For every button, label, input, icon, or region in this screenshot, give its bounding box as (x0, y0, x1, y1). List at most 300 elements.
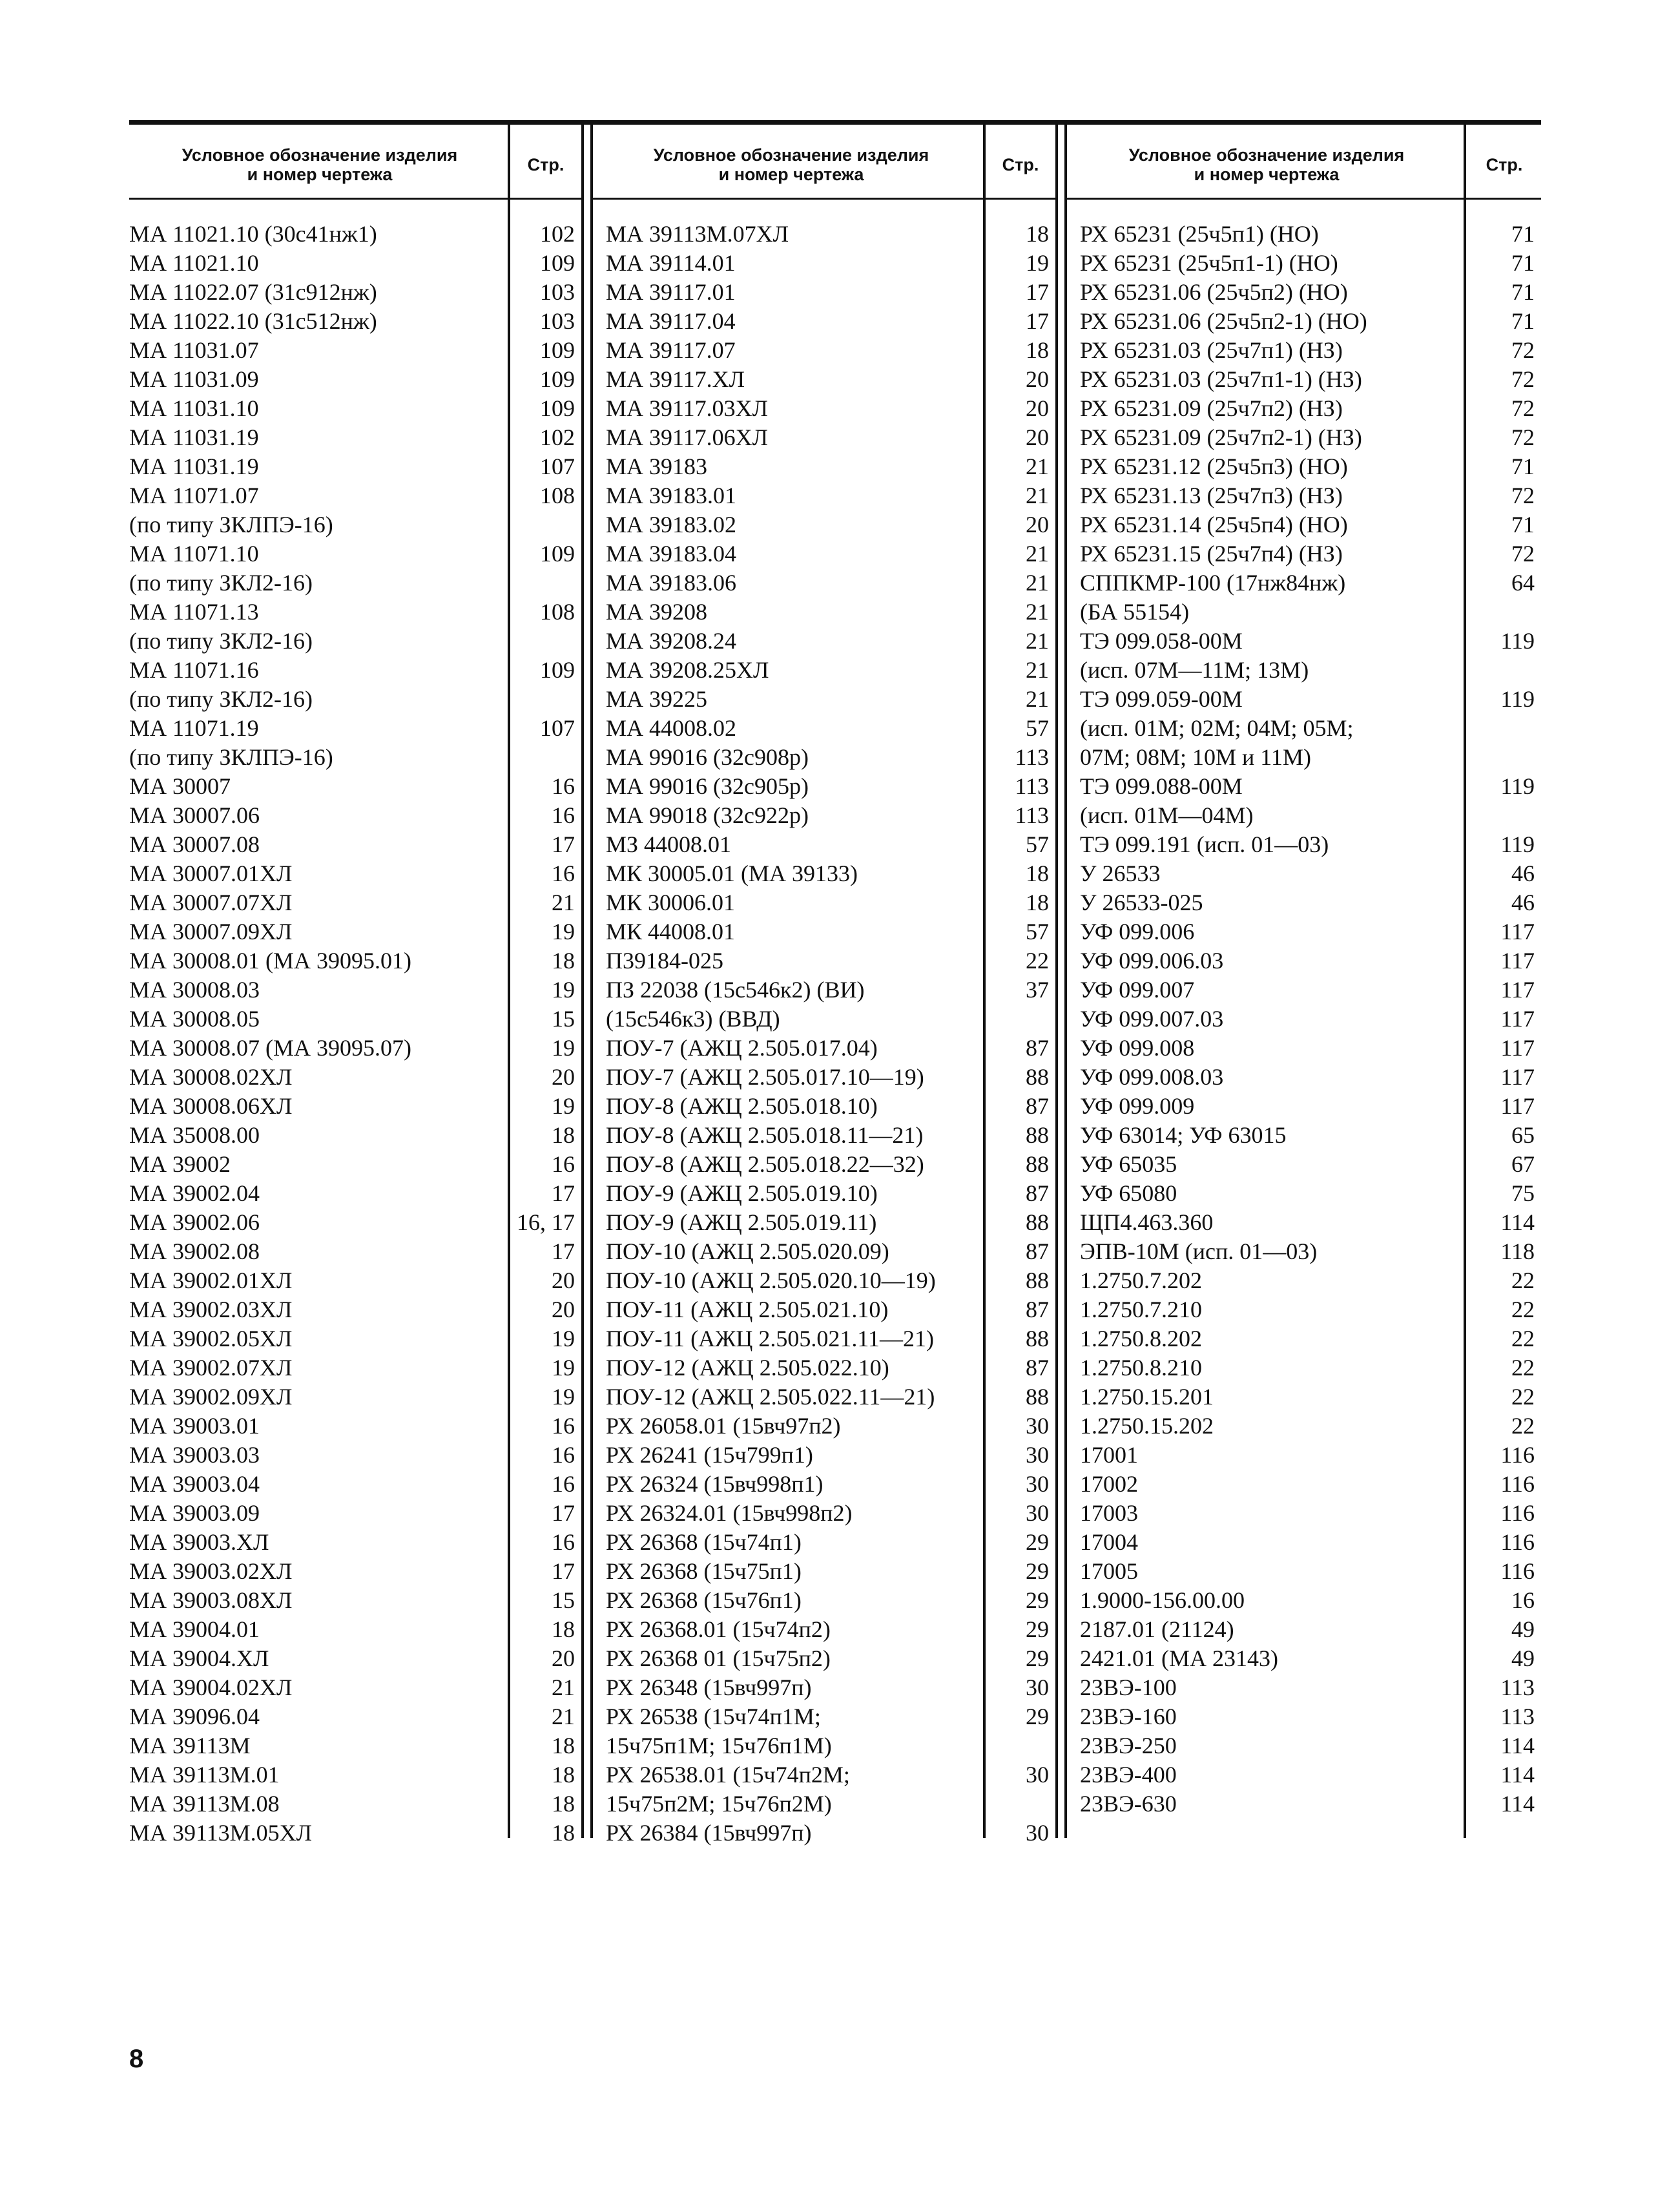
table-row (1080, 1150, 1535, 1179)
item-designation: МА 35008.00 (129, 1122, 260, 1148)
table-row (606, 1382, 1049, 1412)
item-page: 22 (1511, 1326, 1535, 1351)
item-page: 18 (552, 1791, 575, 1817)
table-row (1080, 1673, 1535, 1702)
table-row (1080, 917, 1535, 946)
item-designation: РХ 26538.01 (15ч74п2М; (606, 1762, 850, 1788)
item-designation: 1.9000-156.00.00 (1080, 1587, 1245, 1613)
table-row (1080, 1179, 1535, 1208)
table-row (129, 1615, 575, 1644)
column-divider (1055, 125, 1058, 1838)
item-page: 19 (552, 1326, 575, 1351)
item-designation: МА 30008.03 (129, 977, 260, 1003)
table-row (129, 1586, 575, 1615)
item-designation: МА 11031.09 (129, 366, 259, 392)
item-designation: МА 11022.07 (31с912нж) (129, 279, 377, 305)
item-page: 119 (1500, 686, 1535, 712)
table-row (1080, 1789, 1535, 1819)
item-designation: 1.2750.7.210 (1080, 1297, 1202, 1322)
table-row (606, 1324, 1049, 1353)
item-page: 21 (1026, 454, 1049, 479)
item-page: 109 (540, 366, 575, 392)
item-designation: МА 39002.07ХЛ (129, 1355, 293, 1381)
table-row (606, 278, 1049, 307)
item-designation: МА 39002.04 (129, 1180, 260, 1206)
table-row (1080, 1121, 1535, 1150)
table-row (606, 336, 1049, 365)
item-designation: УФ 099.008.03 (1080, 1064, 1224, 1090)
item-page: 109 (540, 337, 575, 363)
item-designation: 1.2750.7.202 (1080, 1268, 1202, 1293)
item-page: 72 (1511, 366, 1535, 392)
item-designation: МА 44008.02 (606, 715, 737, 741)
item-page: 71 (1511, 512, 1535, 537)
table-row (129, 830, 575, 859)
item-page: 88 (1026, 1151, 1049, 1177)
item-designation: МА 11071.07 (129, 483, 259, 508)
table-row (606, 1353, 1049, 1382)
item-designation: МА 39183 (606, 454, 708, 479)
item-designation: 17003 (1080, 1500, 1138, 1526)
item-designation: МА 39183.06 (606, 570, 737, 596)
item-page: 65 (1511, 1122, 1535, 1148)
item-page: 114 (1500, 1209, 1535, 1235)
item-page: 103 (540, 279, 575, 305)
item-page: 22 (1026, 948, 1049, 974)
table-row (1080, 1412, 1535, 1441)
item-page: 109 (540, 657, 575, 683)
table-row (606, 249, 1049, 278)
table-row (1080, 1731, 1535, 1760)
table-row (129, 1063, 575, 1092)
item-page: 18 (1026, 221, 1049, 247)
item-designation: ТЭ 099.059-00М (1080, 686, 1243, 712)
item-designation: 15ч75п1М; 15ч76п1М) (606, 1733, 832, 1758)
item-page: 72 (1511, 424, 1535, 450)
item-page: 17 (552, 1558, 575, 1584)
item-page: 88 (1026, 1064, 1049, 1090)
item-designation: РХ 65231.12 (25ч5п3) (НО) (1080, 454, 1348, 479)
item-designation: МА 39003.04 (129, 1471, 260, 1497)
item-designation: МА 39113М.07ХЛ (606, 221, 789, 247)
item-page: 49 (1511, 1616, 1535, 1642)
table-row (606, 772, 1049, 801)
item-page: 88 (1026, 1384, 1049, 1410)
table-row (1080, 1441, 1535, 1470)
table-row (606, 1789, 1049, 1819)
table-row (606, 1237, 1049, 1266)
item-designation: ПОУ-8 (АЖЦ 2.505.018.10) (606, 1093, 878, 1119)
item-page: 21 (1026, 657, 1049, 683)
table-row (129, 1034, 575, 1063)
table-row (129, 859, 575, 888)
header-rule (593, 198, 1055, 200)
table-row (1080, 772, 1535, 801)
item-designation: (по типу ЗКЛ2-16) (129, 686, 313, 712)
item-page: 49 (1511, 1645, 1535, 1671)
table-row (129, 976, 575, 1005)
table-row (129, 423, 575, 452)
item-page: 114 (1500, 1791, 1535, 1817)
table-row (129, 365, 575, 394)
table-row (1080, 481, 1535, 510)
item-page: 21 (552, 1675, 575, 1700)
table-row (606, 220, 1049, 249)
table-row (129, 481, 575, 510)
item-page: 119 (1500, 831, 1535, 857)
item-designation: МА 39002.01ХЛ (129, 1268, 293, 1293)
item-designation: МА 39113М.08 (129, 1791, 280, 1817)
table-row (129, 946, 575, 976)
designation-header: Условное обозначение изделия и номер чертежа (181, 145, 458, 184)
item-page: 107 (540, 715, 575, 741)
item-page: 21 (552, 890, 575, 915)
item-designation: МА 11031.10 (129, 395, 259, 421)
table-row (1080, 1092, 1535, 1121)
item-designation: 1.2750.15.202 (1080, 1413, 1214, 1439)
item-page: 88 (1026, 1268, 1049, 1293)
item-designation: МА 39183.01 (606, 483, 737, 508)
table-row (129, 917, 575, 946)
table-row (129, 627, 575, 656)
item-designation: 17005 (1080, 1558, 1138, 1584)
item-designation: РХ 65231 (25ч5п1) (НО) (1080, 221, 1319, 247)
table-row (1080, 394, 1535, 423)
item-designation: ТЭ 099.088-00М (1080, 773, 1243, 799)
table-row (129, 278, 575, 307)
item-designation: ПОУ-11 (АЖЦ 2.505.021.11—21) (606, 1326, 935, 1351)
index-column-1 (129, 220, 575, 1848)
item-page: 87 (1026, 1297, 1049, 1322)
table-row (606, 656, 1049, 685)
table-row (606, 1412, 1049, 1441)
item-page: 19 (552, 1035, 575, 1061)
item-page: 15 (552, 1587, 575, 1613)
item-designation: ПОУ-9 (АЖЦ 2.505.019.11) (606, 1209, 877, 1235)
table-row (1080, 685, 1535, 714)
table-row (129, 1092, 575, 1121)
item-page: 17 (1026, 308, 1049, 334)
item-page: 17 (552, 1500, 575, 1526)
item-designation: (по типу ЗКЛПЭ-16) (129, 744, 333, 770)
item-page: 16, 17 (517, 1209, 575, 1235)
item-designation: (по типу ЗКЛ2-16) (129, 570, 313, 596)
item-designation: МА 39117.07 (606, 337, 736, 363)
item-designation: МК 30005.01 (МА 39133) (606, 861, 858, 886)
table-row (606, 1266, 1049, 1295)
item-page: 29 (1026, 1704, 1049, 1729)
table-row (1080, 452, 1535, 481)
item-designation: МА 11031.07 (129, 337, 259, 363)
table-row (129, 569, 575, 598)
item-designation: УФ 099.009 (1080, 1093, 1195, 1119)
item-designation: МА 11021.10 (129, 250, 259, 276)
table-row (1080, 714, 1535, 743)
item-page: 21 (1026, 570, 1049, 596)
item-designation: ПОУ-8 (АЖЦ 2.505.018.22—32) (606, 1151, 924, 1177)
item-page: 46 (1511, 890, 1535, 915)
item-page: 16 (1511, 1587, 1535, 1613)
table-row (1080, 1615, 1535, 1644)
item-designation: 23ВЭ-400 (1080, 1762, 1177, 1788)
table-row (1080, 1063, 1535, 1092)
item-page: 119 (1500, 628, 1535, 654)
table-row (1080, 1034, 1535, 1063)
table-row (129, 1121, 575, 1150)
item-designation: УФ 63014; УФ 63015 (1080, 1122, 1287, 1148)
item-designation: МА 39003.09 (129, 1500, 260, 1526)
item-page: 30 (1026, 1762, 1049, 1788)
item-page: 21 (1026, 628, 1049, 654)
table-row (606, 946, 1049, 976)
item-designation: ТЭ 099.058-00М (1080, 628, 1243, 654)
header-rule (1067, 198, 1541, 200)
table-row (129, 1179, 575, 1208)
table-row (606, 888, 1049, 917)
item-designation: МА 39117.04 (606, 308, 736, 334)
item-page: 116 (1500, 1558, 1535, 1584)
table-row (1080, 510, 1535, 539)
item-designation: РХ 65231 (25ч5п1-1) (НО) (1080, 250, 1338, 276)
item-page: 18 (552, 948, 575, 974)
item-designation: РХ 65231.09 (25ч7п2) (НЗ) (1080, 395, 1343, 421)
item-designation: МА 11021.10 (30с41нж1) (129, 221, 377, 247)
table-row (129, 1731, 575, 1760)
item-designation: МК 30006.01 (606, 890, 736, 915)
item-page: 16 (552, 861, 575, 886)
table-row (129, 656, 575, 685)
table-row (606, 1441, 1049, 1470)
table-row (606, 423, 1049, 452)
item-page: 71 (1511, 250, 1535, 276)
item-page: 16 (552, 802, 575, 828)
item-page: 29 (1026, 1558, 1049, 1584)
item-page: 20 (1026, 366, 1049, 392)
table-row (606, 307, 1049, 336)
table-row (1080, 598, 1535, 627)
item-page: 114 (1500, 1762, 1535, 1788)
item-designation: МА 30007.06 (129, 802, 260, 828)
item-designation: РХ 65231.03 (25ч7п1) (НЗ) (1080, 337, 1343, 363)
item-page: 18 (1026, 890, 1049, 915)
item-page: 109 (540, 541, 575, 567)
item-designation: УФ 099.007.03 (1080, 1006, 1224, 1032)
table-row (1080, 1528, 1535, 1557)
item-page: 19 (552, 1384, 575, 1410)
item-designation: МА 39002.05ХЛ (129, 1326, 293, 1351)
table-row (1080, 656, 1535, 685)
page-header: Стр. (1486, 155, 1523, 174)
table-row (129, 1557, 575, 1586)
item-page: 117 (1500, 1093, 1535, 1119)
item-page: 15 (552, 1006, 575, 1032)
item-page: 20 (552, 1064, 575, 1090)
item-designation: МА 39225 (606, 686, 708, 712)
item-designation: РХ 26348 (15вч997п) (606, 1675, 812, 1700)
table-row (606, 1179, 1049, 1208)
table-row (606, 1528, 1049, 1557)
table-row (129, 1470, 575, 1499)
table-row (606, 1295, 1049, 1324)
item-page: 16 (552, 1413, 575, 1439)
table-row (606, 917, 1049, 946)
table-row (1080, 976, 1535, 1005)
item-page: 16 (552, 1442, 575, 1468)
item-designation: МА 99018 (32с922р) (606, 802, 809, 828)
item-page: 22 (1511, 1297, 1535, 1322)
table-row (1080, 1208, 1535, 1237)
item-page: 37 (1026, 977, 1049, 1003)
item-designation: ПОУ-7 (АЖЦ 2.505.017.04) (606, 1035, 878, 1061)
item-page: 20 (552, 1297, 575, 1322)
item-designation: МА 39183.02 (606, 512, 737, 537)
item-designation: МА 39208 (606, 599, 708, 625)
item-designation: МА 39002.03ХЛ (129, 1297, 293, 1322)
item-page: 113 (1015, 802, 1049, 828)
table-row (129, 1819, 575, 1848)
table-row (129, 1295, 575, 1324)
table-row (606, 743, 1049, 772)
item-designation: МА 39004.01 (129, 1616, 260, 1642)
table-row (606, 1092, 1049, 1121)
table-row (606, 830, 1049, 859)
table-row (1080, 1702, 1535, 1731)
item-designation: МА 39117.06ХЛ (606, 424, 769, 450)
item-designation: УФ 099.006 (1080, 919, 1195, 944)
table-row (1080, 1295, 1535, 1324)
table-row (129, 1760, 575, 1789)
item-page: 87 (1026, 1093, 1049, 1119)
table-row (1080, 801, 1535, 830)
item-designation: МА 11071.13 (129, 599, 259, 625)
item-designation: МА 30008.01 (МА 39095.01) (129, 948, 411, 974)
column-divider (581, 125, 584, 1838)
table-row (606, 1760, 1049, 1789)
item-page: 113 (1015, 744, 1049, 770)
item-page: 19 (552, 1355, 575, 1381)
item-designation: МА 39113М (129, 1733, 251, 1758)
item-page: 114 (1500, 1733, 1535, 1758)
item-page: 64 (1511, 570, 1535, 596)
table-row (606, 1557, 1049, 1586)
item-designation: МА 30007.01ХЛ (129, 861, 293, 886)
item-page: 17 (552, 1180, 575, 1206)
item-designation: МА 39002.06 (129, 1209, 260, 1235)
item-designation: МА 99016 (32с908р) (606, 744, 809, 770)
table-row (129, 510, 575, 539)
header-rule (129, 198, 581, 200)
item-page: 109 (540, 395, 575, 421)
table-row (1080, 539, 1535, 569)
item-designation: РХ 65231.09 (25ч7п2-1) (НЗ) (1080, 424, 1362, 450)
item-page: 102 (540, 424, 575, 450)
table-row (606, 1121, 1049, 1150)
item-designation: (по типу ЗКЛПЭ-16) (129, 512, 333, 537)
item-designation: СППКМР-100 (17нж84нж) (1080, 570, 1346, 596)
item-page: 87 (1026, 1238, 1049, 1264)
item-page: 20 (1026, 512, 1049, 537)
table-row (129, 1266, 575, 1295)
item-page: 16 (552, 773, 575, 799)
item-page: 119 (1500, 773, 1535, 799)
item-designation: РХ 65231.15 (25ч7п4) (НЗ) (1080, 541, 1343, 567)
table-row (129, 1150, 575, 1179)
item-page: 107 (540, 454, 575, 479)
item-page: 29 (1026, 1616, 1049, 1642)
item-page: 18 (552, 1733, 575, 1758)
item-designation: МА 39117.ХЛ (606, 366, 745, 392)
item-designation: МА 11071.19 (129, 715, 259, 741)
item-page: 18 (1026, 861, 1049, 886)
item-designation: (исп. 01М; 02М; 04М; 05М; (1080, 715, 1354, 741)
item-designation: УФ 65035 (1080, 1151, 1177, 1177)
table-row (129, 452, 575, 481)
item-designation: МА 11071.10 (129, 541, 259, 567)
table-row (129, 1644, 575, 1673)
item-page: 17 (552, 1238, 575, 1264)
item-designation: ПОУ-12 (АЖЦ 2.505.022.11—21) (606, 1384, 935, 1410)
item-designation: 17004 (1080, 1529, 1138, 1555)
table-row (129, 714, 575, 743)
table-row (1080, 946, 1535, 976)
table-row (606, 394, 1049, 423)
table-row (1080, 1324, 1535, 1353)
item-designation: РХ 26384 (15вч997п) (606, 1820, 812, 1846)
table-row (129, 1208, 575, 1237)
table-row (606, 859, 1049, 888)
item-page: 103 (540, 308, 575, 334)
item-designation: МК 44008.01 (606, 919, 736, 944)
table-row (606, 714, 1049, 743)
item-designation: ПОУ-12 (АЖЦ 2.505.022.10) (606, 1355, 889, 1381)
item-designation: МЗ 44008.01 (606, 831, 732, 857)
item-page: 17 (552, 831, 575, 857)
item-page: 18 (552, 1762, 575, 1788)
item-designation: ПЗ 22038 (15с546к2) (ВИ) (606, 977, 865, 1003)
table-row (606, 481, 1049, 510)
table-row (1080, 249, 1535, 278)
item-designation: МА 39096.04 (129, 1704, 260, 1729)
item-page: 113 (1500, 1675, 1535, 1700)
item-page: 20 (552, 1645, 575, 1671)
item-page: 116 (1500, 1471, 1535, 1497)
item-designation: 15ч75п2М; 15ч76п2М) (606, 1791, 832, 1817)
table-row (1080, 1266, 1535, 1295)
item-designation: МА 11031.19 (129, 424, 259, 450)
item-page: 72 (1511, 337, 1535, 363)
item-designation: У 26533-025 (1080, 890, 1203, 915)
table-row (1080, 278, 1535, 307)
item-page: 117 (1500, 1035, 1535, 1061)
item-designation: МА 39004.ХЛ (129, 1645, 269, 1671)
page-number: 8 (129, 2045, 144, 2073)
item-designation: ЭПВ-10М (исп. 01—03) (1080, 1238, 1318, 1264)
table-row (1080, 1586, 1535, 1615)
item-designation: МА 39002 (129, 1151, 231, 1177)
page-header: Стр. (1002, 155, 1039, 174)
item-designation: РХ 26058.01 (15вч97п2) (606, 1413, 841, 1439)
item-page: 57 (1026, 715, 1049, 741)
item-designation: 17002 (1080, 1471, 1138, 1497)
item-page: 102 (540, 221, 575, 247)
table-row (606, 1731, 1049, 1760)
item-designation: МА 39113М.05ХЛ (129, 1820, 313, 1846)
item-designation: 23ВЭ-100 (1080, 1675, 1177, 1700)
item-page: 18 (552, 1122, 575, 1148)
table-row (129, 772, 575, 801)
item-designation: МА 39117.01 (606, 279, 736, 305)
item-designation: МА 39003.ХЛ (129, 1529, 269, 1555)
